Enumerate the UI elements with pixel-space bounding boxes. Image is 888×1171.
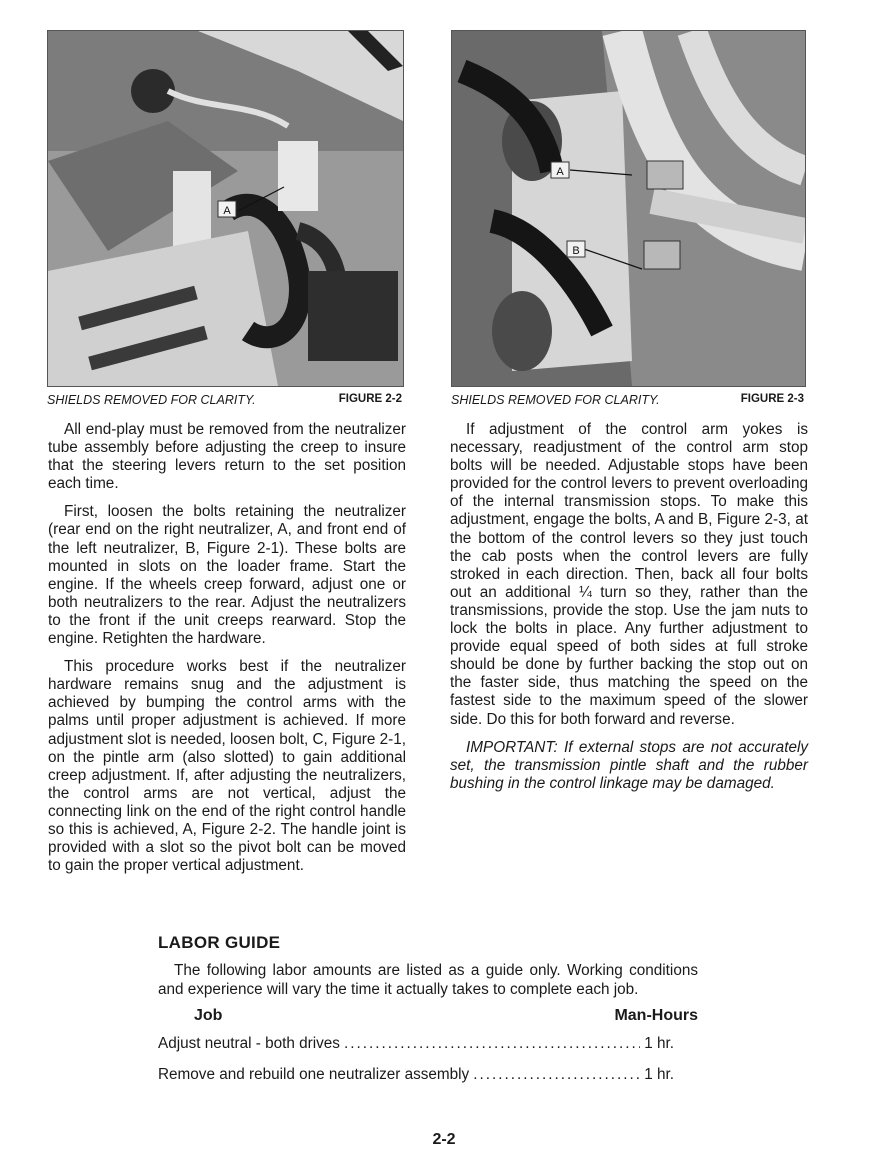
figure-2-3-photo (451, 30, 806, 387)
labor-guide (158, 934, 698, 1098)
labor-guide-intro: The following labor amounts are listed as a guide only. Working conditions and experience will vary the time it actually takes to complete each job. (158, 962, 698, 998)
page-number: 2-2 (432, 1131, 456, 1148)
figure-2-2-caption-number: FIGURE 2-2 (338, 393, 402, 405)
labor-guide-header (194, 1007, 698, 1025)
dot-leader (473, 1066, 640, 1084)
right-paragraph-important: IMPORTANT: If external stops are not accurately set, the transmission pintle shaft and the rubber bushing in the control linkage may be damaged. (450, 738, 808, 792)
labor-guide-col-job: Job (194, 1006, 223, 1024)
left-paragraph-1: All end-play must be removed from the neutralizer tube assembly before adjusting the creep to insure that the steering levers return to the set position each time. (48, 421, 406, 493)
labor-guide-job: Adjust neutral - both drives (158, 1035, 340, 1053)
labor-guide-hours: 1 hr. (644, 1035, 674, 1053)
figure-2-3-illustration (452, 31, 805, 386)
labor-guide-row (158, 1035, 698, 1053)
labor-guide-col-hours: Man-Hours (614, 1006, 698, 1024)
figure-2-3-callout-b: B (572, 245, 580, 257)
labor-guide-row (158, 1066, 698, 1084)
figure-2-2-caption (47, 393, 402, 407)
figure-2-3-caption-number: FIGURE 2-3 (740, 393, 804, 405)
figure-2-3-caption-note: SHIELDS REMOVED FOR CLARITY. (451, 393, 660, 407)
labor-guide-title: LABOR GUIDE (158, 933, 281, 952)
left-paragraph-3: This procedure works best if the neutralizer hardware remains snug and the adjustment is achieved by bumping the control arms with the palms until proper adjustment is achieved. If more adjustment slot is needed, loosen bolt, C, Figure 2-1, on the pintle arm (also slotted) to gain additional creep adjustment. If, after adjusting the neutralizers, the control arms are not vertical, adjust the connecting link on the end of the right control handle so this is achieved, A, Figure 2-2. The handle joint is provided with a slot so the pivot bolt can be moved to gain the proper vertical adjustment. (48, 658, 406, 875)
figure-2-2-illustration (48, 31, 403, 386)
left-column (48, 421, 406, 885)
dot-leader (344, 1035, 640, 1053)
figure-2-3-callout-a: A (556, 166, 564, 178)
figure-2-2-callout-a: A (223, 205, 231, 217)
right-paragraph-1: If adjustment of the control arm yokes is necessary, readjustment of the control arm stop bolts will be needed. Adjustable stops have been provided for the control levers to prevent overloading of the internal transmission stops. To make this adjustment, engage the bolts, A and B, Figure 2-3, at the bottom of the control levers so they just touch the cab posts when the control levers are fully stroked in each direction. Then, back all four bolts out an additional ¼ turn so they, rather than the transmissions, provide the stop. Use the jam nuts to lock the bolts in place. Any further adjustment to provide equal speed of both sides at full stroke should be done by further backing the stop out on the faster side, thus matching the speed on the fastest side to the maximum speed of the slower side. Do this for both forward and reverse. (450, 421, 808, 728)
labor-guide-hours: 1 hr. (644, 1066, 674, 1084)
right-column (450, 421, 808, 803)
left-paragraph-2: First, loosen the bolts retaining the neutralizer (rear end on the right neutralizer, A, and front end of the left neutralizer, B, Figure 2-1). These bolts are mounted in slots on the loader frame. Start the engine. If the wheels creep forward, adjust one or both neutralizers to the rear. Adjust the neutralizers to the front if the unit creeps rearward. Stop the engine. Retighten the hardware. (48, 503, 406, 648)
figure-2-3-caption (451, 393, 804, 407)
labor-guide-job: Remove and rebuild one neutralizer assembly (158, 1066, 470, 1084)
figure-2-2-caption-note: SHIELDS REMOVED FOR CLARITY. (47, 393, 256, 407)
figure-2-2-photo (47, 30, 404, 387)
